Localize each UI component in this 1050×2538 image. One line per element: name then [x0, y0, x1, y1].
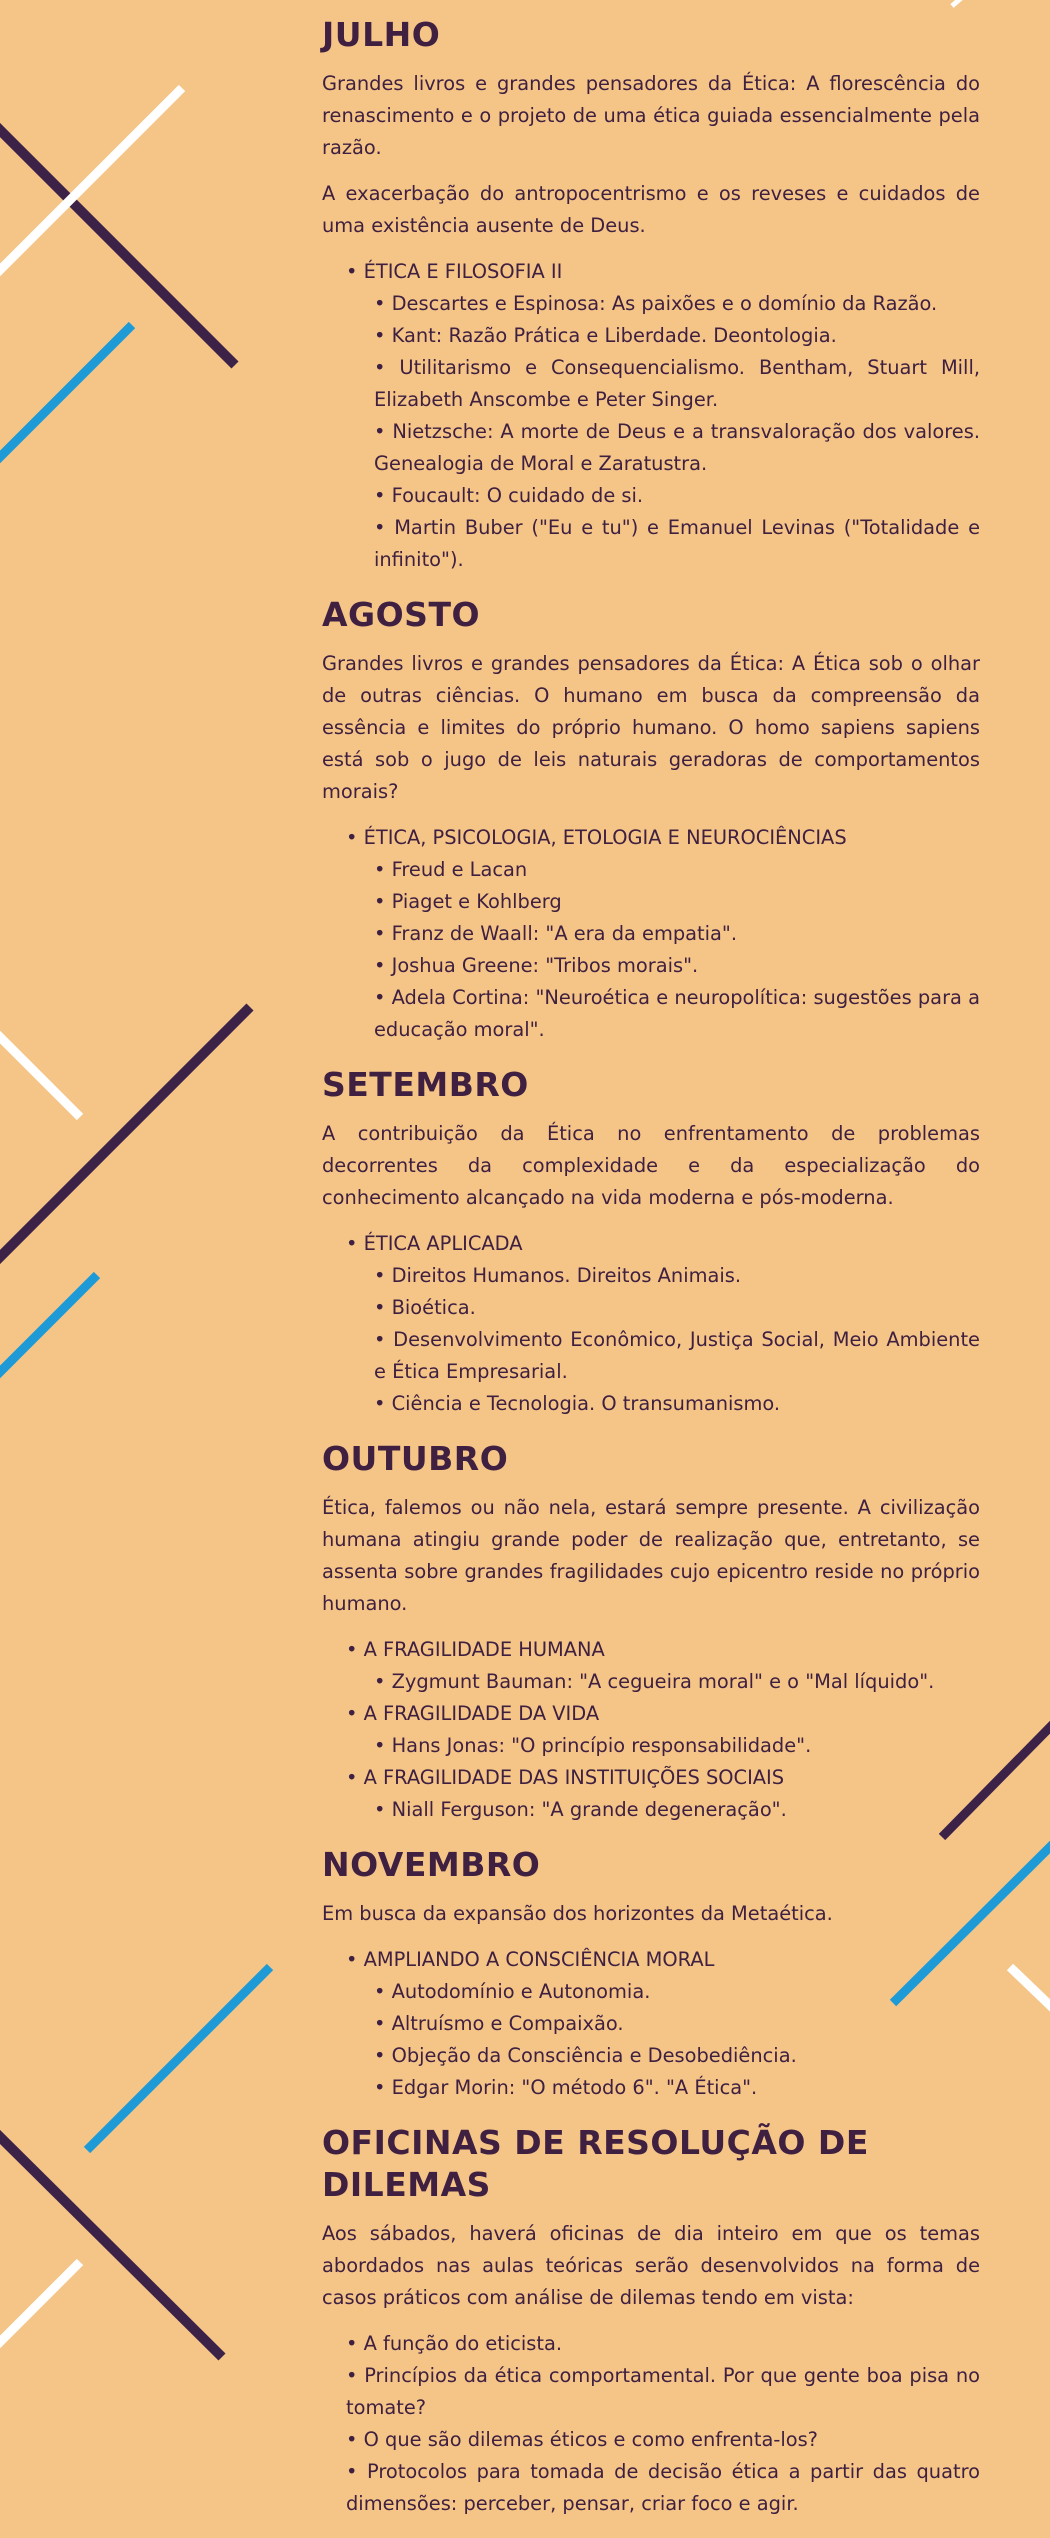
section-title: AGOSTO — [322, 595, 481, 634]
topic-item: • Direitos Humanos. Direitos Animais. — [374, 1264, 742, 1287]
bullet-list — [322, 1944, 980, 2104]
topic-item: • Franz de Waall: "A era da empatia". — [374, 922, 738, 945]
topic-item: • Niall Ferguson: "A grande degeneração". — [374, 1798, 787, 1821]
topic-item: • A função do eticista. — [346, 2332, 563, 2355]
topic-item: • Descartes e Espinosa: As paixões e o domínio da Razão. — [374, 292, 938, 315]
section-agosto — [322, 594, 980, 1046]
section-title: OFICINAS DE RESOLUÇÃO DE DILEMAS — [322, 2123, 869, 2204]
topic-item: • Princípios da ética comportamental. Por que gente boa pisa no tomate? — [346, 2364, 980, 2419]
bullet-list — [322, 1634, 980, 1826]
topic-item: • Foucault: O cuidado de si. — [374, 484, 644, 507]
topic-item: • Utilitarismo e Consequencialismo. Bentham, Stuart Mill, Elizabeth Anscombe e Peter Singer. — [374, 356, 980, 411]
section-paragraph: Em busca da expansão dos horizontes da Metaética. — [322, 1902, 833, 1925]
purple-diagonal-line — [0, 1007, 250, 1267]
section-oficinas — [322, 2122, 980, 2520]
section-paragraph: Grandes livros e grandes pensadores da Ética: A florescência do renascimento e o projeto de uma ética guiada essencialmente pela razão. — [322, 72, 980, 159]
topic-heading: • A FRAGILIDADE HUMANA — [346, 1638, 605, 1661]
document-content — [322, 14, 980, 2538]
topic-heading: • A FRAGILIDADE DA VIDA — [346, 1702, 600, 1725]
topic-heading: • ÉTICA, PSICOLOGIA, ETOLOGIA E NEUROCIÊNCIAS — [346, 826, 847, 849]
white-diagonal-line — [0, 1027, 80, 1117]
topic-item: • Autodomínio e Autonomia. — [374, 1980, 651, 2003]
topic-item: • Hans Jonas: "O princípio responsabilidade". — [374, 1734, 812, 1757]
topic-item: • Nietzsche: A morte de Deus e a transvaloração dos valores. Genealogia de Moral e Zaratustra. — [374, 420, 980, 475]
white-diagonal-line — [0, 2262, 80, 2352]
topic-item: • Objeção da Consciência e Desobediência. — [374, 2044, 797, 2067]
topic-item: • Martin Buber ("Eu e tu") e Emanuel Levinas ("Totalidade e infinito"). — [374, 516, 980, 571]
bullet-list — [322, 822, 980, 1046]
topic-heading: • AMPLIANDO A CONSCIÊNCIA MORAL — [346, 1948, 715, 1971]
section-setembro — [322, 1064, 980, 1420]
blue-diagonal-line — [87, 1967, 270, 2150]
purple-diagonal-line — [0, 2127, 222, 2357]
white-diagonal-line — [0, 88, 182, 280]
topic-item: • Desenvolvimento Econômico, Justiça Social, Meio Ambiente e Ética Empresarial. — [374, 1328, 980, 1383]
topic-item: • Kant: Razão Prática e Liberdade. Deontologia. — [374, 324, 837, 347]
section-title: OUTUBRO — [322, 1439, 509, 1478]
topic-item: • Joshua Greene: "Tribos morais". — [374, 954, 699, 977]
topic-item: • Edgar Morin: "O método 6". "A Ética". — [374, 2076, 758, 2099]
section-outubro — [322, 1438, 980, 1826]
white-corner-line — [952, 0, 968, 6]
section-paragraph: A exacerbação do antropocentrismo e os reveses e cuidados de uma existência ausente de Deus. — [322, 182, 980, 237]
topic-item: • Protocolos para tomada de decisão ética a partir das quatro dimensões: perceber, pensar, criar foco e agir. — [346, 2460, 980, 2515]
blue-diagonal-line — [0, 1275, 97, 1382]
section-paragraph: A contribuição da Ética no enfrentamento de problemas decorrentes da complexidade e da especialização do conhecimento alcançado na vida moderna e pós-moderna. — [322, 1122, 980, 1209]
bullet-list — [322, 1228, 980, 1420]
topic-heading: • A FRAGILIDADE DAS INSTITUIÇÕES SOCIAIS — [346, 1766, 785, 1789]
topic-item: • Ciência e Tecnologia. O transumanismo. — [374, 1392, 781, 1415]
section-novembro — [322, 1844, 980, 2104]
section-paragraph: Aos sábados, haverá oficinas de dia inteiro em que os temas abordados nas aulas teóricas serão desenvolvidos na forma de casos práticos com análise de dilemas tendo em vista: — [322, 2222, 980, 2309]
topic-heading: • ÉTICA E FILOSOFIA II — [346, 260, 563, 283]
topic-heading: • ÉTICA APLICADA — [346, 1232, 523, 1255]
white-diagonal-line — [1010, 1967, 1050, 2015]
bullet-list — [322, 2328, 980, 2520]
topic-item: • Adela Cortina: "Neuroética e neuropolítica: sugestões para a educação moral". — [374, 986, 980, 1041]
topic-item: • Piaget e Kohlberg — [374, 890, 562, 913]
blue-diagonal-line — [0, 325, 132, 467]
section-paragraph: Ética, falemos ou não nela, estará sempre presente. A civilização humana atingiu grande poder de realização que, entretanto, se assenta sobre grandes fragilidades cujo epicentro reside no próprio humano. — [322, 1496, 980, 1615]
topic-item: • O que são dilemas éticos e como enfrenta-los? — [346, 2428, 818, 2451]
section-title: JULHO — [322, 15, 441, 54]
section-julho — [322, 14, 980, 576]
bullet-list — [322, 256, 980, 576]
section-title: NOVEMBRO — [322, 1845, 541, 1884]
topic-item: • Zygmunt Bauman: "A cegueira moral" e o "Mal líquido". — [374, 1670, 935, 1693]
section-paragraph: Grandes livros e grandes pensadores da Ética: A Ética sob o olhar de outras ciências. O humano em busca da compreensão da essência e limites do próprio humano. O homo sapiens sapiens está sob o jugo de leis naturais geradoras de comportamentos morais? — [322, 652, 980, 803]
topic-item: • Freud e Lacan — [374, 858, 528, 881]
topic-item: • Bioética. — [374, 1296, 476, 1319]
topic-item: • Altruísmo e Compaixão. — [374, 2012, 624, 2035]
section-title: SETEMBRO — [322, 1065, 529, 1104]
